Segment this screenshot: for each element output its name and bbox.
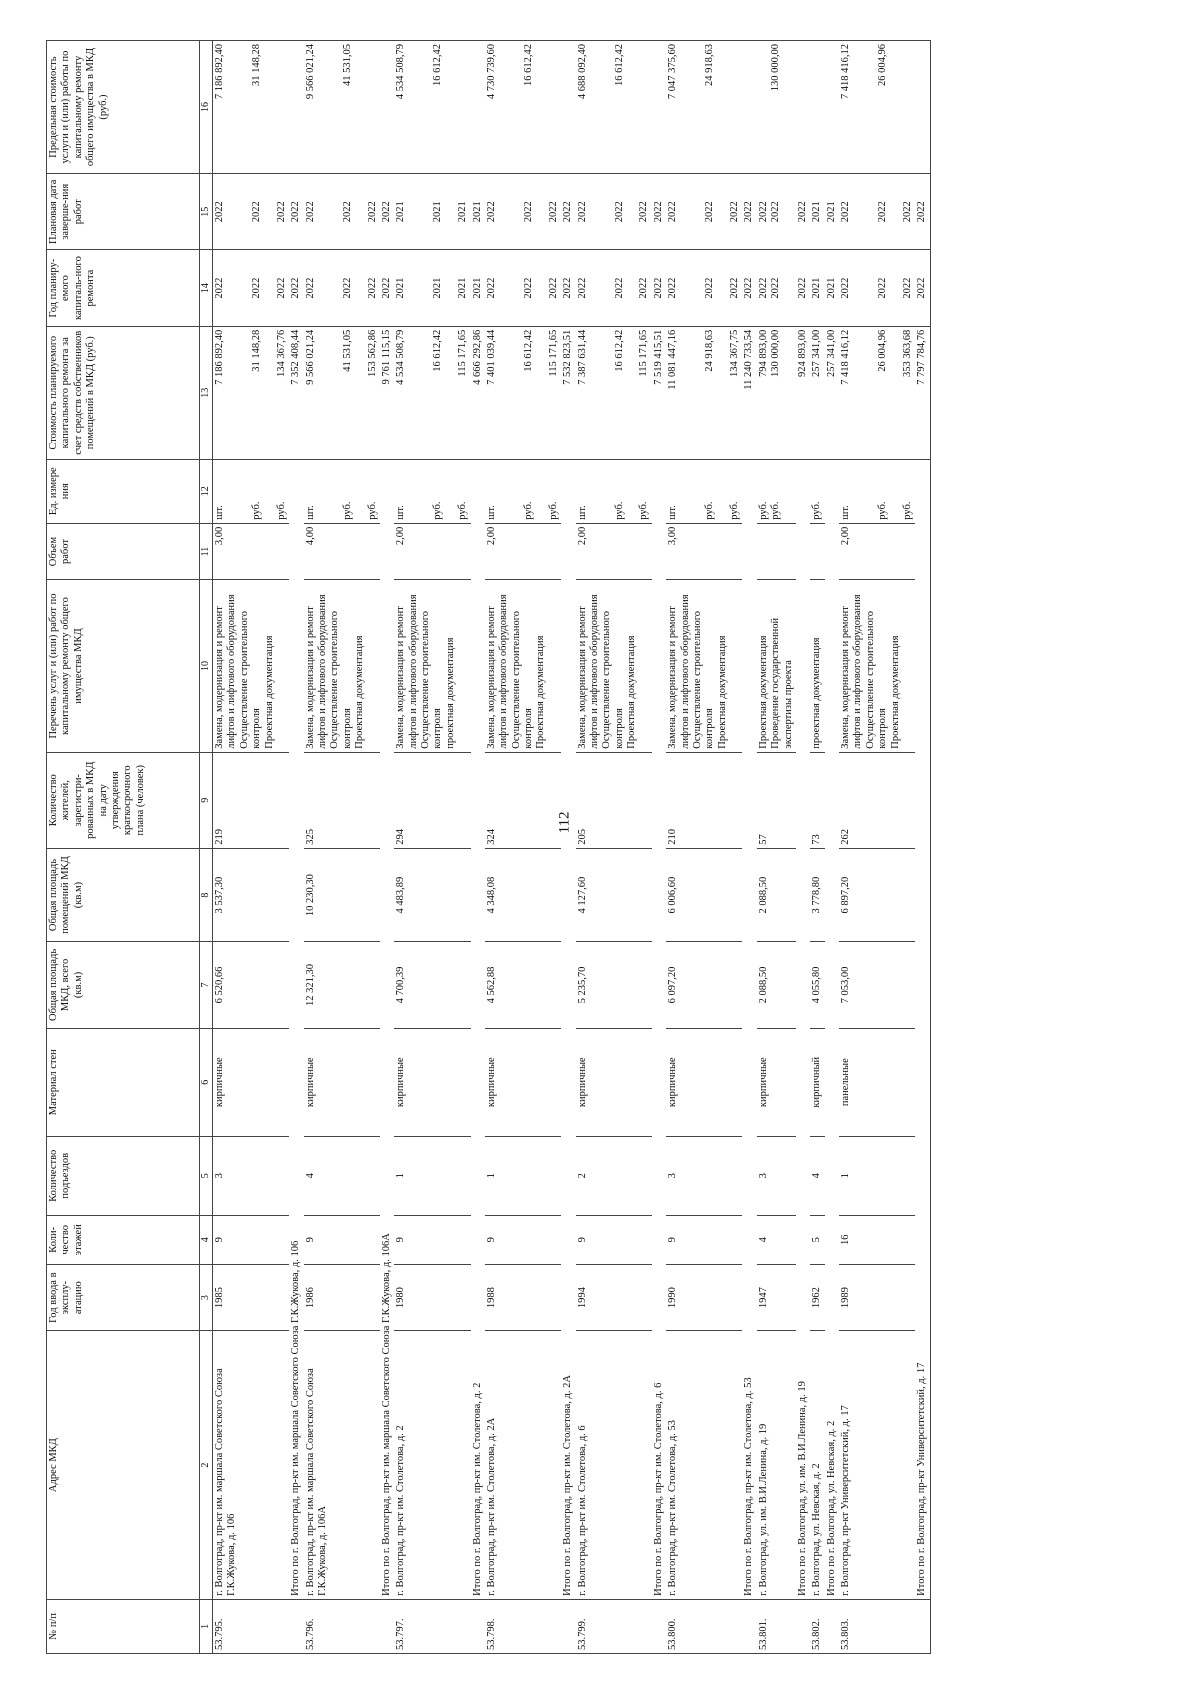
floors-cell: 9: [304, 1215, 380, 1264]
column-header: Предельная стоимость услуги и (или) работы по капитальному ремонту общего имущества в МКД (руб.): [47, 41, 200, 174]
total-year: 2022: [289, 250, 303, 326]
end-date-cell: 2022 2022 2022: [839, 174, 915, 250]
column-header: Материал стен: [47, 1028, 200, 1136]
column-number: 2: [200, 1331, 213, 1599]
total-cost: 7 519 415,51: [652, 326, 666, 459]
total-label: Итого по г. Волгоград, пр-кт им. Столетова, д. 2А: [561, 459, 575, 1599]
table-row: [666, 41, 742, 1654]
volume-cell: 2,00: [839, 523, 915, 580]
total-row: [796, 41, 810, 1654]
row-number: 53.798.: [485, 1599, 561, 1653]
material-cell: кирпичные: [666, 1028, 742, 1136]
area-premises-cell: 6 006,60: [666, 848, 742, 942]
total-row: [825, 41, 839, 1654]
table-row: [839, 41, 915, 1654]
total-limit: [742, 41, 756, 174]
area-premises-cell: 4 127,60: [576, 848, 652, 942]
total-row: [380, 41, 394, 1654]
unit-cell: шт. руб. руб.: [394, 459, 470, 523]
total-year: 2022: [561, 250, 575, 326]
total-limit: [289, 41, 303, 174]
total-row: [561, 41, 575, 1654]
area-total-cell: 4 700,39: [394, 942, 470, 1028]
residents-cell: 325: [304, 752, 380, 848]
column-header: Плановая дата заверше-ния работ: [47, 174, 200, 250]
year-cell: 1988: [485, 1264, 561, 1330]
residents-cell: 73: [810, 752, 824, 848]
area-total-cell: 4 055,80: [810, 942, 824, 1028]
table-row: [576, 41, 652, 1654]
total-limit: [796, 41, 810, 174]
plan-year-cell: 2022 2022 2022: [485, 250, 561, 326]
unit-cell: шт. руб. руб.: [213, 459, 290, 523]
unit-cell: шт. руб. руб.: [304, 459, 380, 523]
limit-cell: 130 000,00: [757, 41, 796, 174]
total-spacer: [825, 1599, 839, 1653]
entrances-cell: 3: [213, 1136, 290, 1215]
works-cell: Замена, модернизация и ремонт лифтов и лифтового оборудования Осуществление строительного контроля проектная документация: [394, 580, 470, 752]
total-spacer: [471, 1599, 485, 1653]
total-limit: [471, 41, 485, 174]
table-row: [213, 41, 290, 1654]
year-cell: 1986: [304, 1264, 380, 1330]
area-premises-cell: 3 537,30: [213, 848, 290, 942]
unit-cell: шт. руб. руб.: [666, 459, 742, 523]
volume-cell: 2,00: [394, 523, 470, 580]
column-number: 4: [200, 1215, 213, 1264]
area-total-cell: 2 088,50: [757, 942, 796, 1028]
total-row: [289, 41, 303, 1654]
column-number: 3: [200, 1264, 213, 1330]
limit-cell: 4 534 508,79 16 612,42: [394, 41, 470, 174]
entrances-cell: 3: [666, 1136, 742, 1215]
column-number: 14: [200, 250, 213, 326]
total-cost: 9 761 115,15: [380, 326, 394, 459]
total-limit: [915, 41, 930, 174]
total-end: 2022: [796, 174, 810, 250]
capital-repair-table: [46, 40, 931, 1654]
floors-cell: 9: [485, 1215, 561, 1264]
cost-cell: 4 534 508,79 16 612,42 115 171,65: [394, 326, 470, 459]
column-number: 10: [200, 580, 213, 752]
works-cell: Замена, модернизация и ремонт лифтов и лифтового оборудования Осуществление строительного контроля Проектная документация: [485, 580, 561, 752]
area-premises-cell: 4 483,89: [394, 848, 470, 942]
volume-cell: 4,00: [304, 523, 380, 580]
year-cell: 1994: [576, 1264, 652, 1330]
address-cell: г. Волгоград, ул. Невская, д. 2: [810, 1331, 824, 1599]
total-cost: 7 352 408,44: [289, 326, 303, 459]
area-premises-cell: 2 088,50: [757, 848, 796, 942]
total-cost: 11 240 733,54: [742, 326, 756, 459]
area-premises-cell: 10 230,30: [304, 848, 380, 942]
total-limit: [652, 41, 666, 174]
total-year: 2021: [471, 250, 485, 326]
total-spacer: [289, 1599, 303, 1653]
limit-cell: 7 186 892,40 31 148,28: [213, 41, 290, 174]
area-premises-cell: 3 778,80: [810, 848, 824, 942]
total-label: Итого по г. Волгоград, пр-кт Университетский, д. 17: [915, 459, 930, 1599]
unit-cell: шт. руб. руб.: [839, 459, 915, 523]
limit-cell: 9 566 021,24 41 531,05: [304, 41, 380, 174]
column-number: 1: [200, 1599, 213, 1653]
limit-cell: 4 688 092,40 16 612,42: [576, 41, 652, 174]
total-cost: 257 341,00: [825, 326, 839, 459]
total-year: 2022: [796, 250, 810, 326]
entrances-cell: 1: [839, 1136, 915, 1215]
year-cell: 1947: [757, 1264, 796, 1330]
column-number: 11: [200, 523, 213, 580]
end-date-cell: 2021 2021 2021: [394, 174, 470, 250]
total-spacer: [380, 1599, 394, 1653]
column-number: 15: [200, 174, 213, 250]
volume-cell: 3,00: [213, 523, 290, 580]
address-cell: г. Волгоград, пр-кт Университетский, д. 17: [839, 1331, 915, 1599]
total-spacer: [915, 1599, 930, 1653]
entrances-cell: 4: [304, 1136, 380, 1215]
total-label: Итого по г. Волгоград, пр-кт им. маршала Советского Союза Г.К.Жукова, д. 106: [289, 459, 303, 1599]
material-cell: панельные: [839, 1028, 915, 1136]
address-cell: г. Волгоград, пр-кт им. Столетова, д. 6: [576, 1331, 652, 1599]
total-limit: [561, 41, 575, 174]
limit-cell: 7 418 416,12 26 004,96: [839, 41, 915, 174]
year-cell: 1980: [394, 1264, 470, 1330]
column-header: Общая площадь помещений МКД (кв.м): [47, 848, 200, 942]
cost-cell: 257 341,00: [810, 326, 824, 459]
total-row: [742, 41, 756, 1654]
address-cell: г. Волгоград, пр-кт им. маршала Советского Союза Г.К.Жукова, д. 106: [213, 1331, 290, 1599]
works-cell: Замена, модернизация и ремонт лифтов и лифтового оборудования Осуществление строительного контроля Проектная документация: [839, 580, 915, 752]
works-cell: Замена, модернизация и ремонт лифтов и лифтового оборудования Осуществление строительного контроля Проектная документация: [576, 580, 652, 752]
floors-cell: 5: [810, 1215, 824, 1264]
row-number: 53.800.: [666, 1599, 742, 1653]
total-end: 2022: [915, 174, 930, 250]
residents-cell: 57: [757, 752, 796, 848]
plan-year-cell: 2022 2022 2022: [666, 250, 742, 326]
total-end: 2022: [380, 174, 394, 250]
page-number: 112: [556, 811, 573, 834]
residents-cell: 205: [576, 752, 652, 848]
total-limit: [380, 41, 394, 174]
table-header: [47, 41, 213, 1654]
limit-cell: 4 730 739,60 16 612,42: [485, 41, 561, 174]
works-cell: Замена, модернизация и ремонт лифтов и лифтового оборудования Осуществление строительного контроля Проектная документация: [213, 580, 290, 752]
works-cell: Замена, модернизация и ремонт лифтов и лифтового оборудования Осуществление строительного контроля Проектная документация: [304, 580, 380, 752]
unit-cell: шт. руб. руб.: [485, 459, 561, 523]
unit-cell: руб. руб.: [757, 459, 796, 523]
year-cell: 1990: [666, 1264, 742, 1330]
total-year: 2022: [380, 250, 394, 326]
cost-cell: 7 186 892,40 31 148,28 134 367,76: [213, 326, 290, 459]
plan-year-cell: 2022 2022 2022: [304, 250, 380, 326]
area-total-cell: 7 053,00: [839, 942, 915, 1028]
column-number: 5: [200, 1136, 213, 1215]
total-row: [471, 41, 485, 1654]
area-premises-cell: 6 897,20: [839, 848, 915, 942]
total-end: 2021: [471, 174, 485, 250]
area-total-cell: 5 235,70: [576, 942, 652, 1028]
cost-cell: 7 418 416,12 26 004,96 353 363,68: [839, 326, 915, 459]
total-label: Итого по г. Волгоград, пр-кт им. Столетова, д. 6: [652, 459, 666, 1599]
year-cell: 1989: [839, 1264, 915, 1330]
column-header: Год планиру-емого капиталь-ного ремонта: [47, 250, 200, 326]
column-header: Перечень услуг и (или) работ по капитальному ремонту общего имущества МКД: [47, 580, 200, 752]
area-total-cell: 4 562,88: [485, 942, 561, 1028]
year-cell: 1985: [213, 1264, 290, 1330]
volume-cell: 2,00: [576, 523, 652, 580]
unit-cell: шт. руб. руб.: [576, 459, 652, 523]
end-date-cell: 2022 2022 2022: [666, 174, 742, 250]
column-header: Стоимость планируемого капитального ремонта за счет средств собственников помещений в МКД (руб.): [47, 326, 200, 459]
entrances-cell: 2: [576, 1136, 652, 1215]
row-number: 53.797.: [394, 1599, 470, 1653]
row-number: 53.799.: [576, 1599, 652, 1653]
end-date-cell: 2021: [810, 174, 824, 250]
end-date-cell: 2022 2022 2022: [213, 174, 290, 250]
cost-cell: 794 893,00 130 000,00: [757, 326, 796, 459]
end-date-cell: 2022 2022 2022: [485, 174, 561, 250]
column-header: Коли-чество этажей: [47, 1215, 200, 1264]
total-label: Итого по г. Волгоград, пр-кт им. Столетова, д. 53: [742, 459, 756, 1599]
total-spacer: [561, 1599, 575, 1653]
material-cell: кирпичные: [304, 1028, 380, 1136]
total-end: 2022: [289, 174, 303, 250]
area-total-cell: 6 520,66: [213, 942, 290, 1028]
total-spacer: [742, 1599, 756, 1653]
row-number: 53.802.: [810, 1599, 824, 1653]
plan-year-cell: 2022 2022: [757, 250, 796, 326]
column-number: 7: [200, 942, 213, 1028]
total-label: Итого по г. Волгоград, ул. Невская, д. 2: [825, 459, 839, 1599]
table-row: [810, 41, 824, 1654]
column-header: Адрес МКД: [47, 1331, 200, 1599]
end-date-cell: 2022 2022 2022: [304, 174, 380, 250]
residents-cell: 210: [666, 752, 742, 848]
works-cell: проектная документация: [810, 580, 824, 752]
entrances-cell: 1: [485, 1136, 561, 1215]
table-body: [213, 41, 931, 1654]
total-row: [652, 41, 666, 1654]
plan-year-cell: 2022 2022 2022: [839, 250, 915, 326]
works-cell: Проектная документация Проведение государственной экспертизы проекта: [757, 580, 796, 752]
plan-year-cell: 2021: [810, 250, 824, 326]
table-row: [757, 41, 796, 1654]
material-cell: кирпичные: [576, 1028, 652, 1136]
material-cell: кирпичный: [810, 1028, 824, 1136]
entrances-cell: 1: [394, 1136, 470, 1215]
works-cell: Замена, модернизация и ремонт лифтов и лифтового оборудования Осуществление строительного контроля Проектная документация: [666, 580, 742, 752]
total-label: Итого по г. Волгоград, ул. им. В.И.Ленина, д. 19: [796, 459, 810, 1599]
cost-cell: 9 566 021,24 41 531,05 153 562,86: [304, 326, 380, 459]
plan-year-cell: 2022 2022 2022: [213, 250, 290, 326]
floors-cell: 9: [213, 1215, 290, 1264]
address-cell: г. Волгоград, пр-кт им. Столетова, д. 53: [666, 1331, 742, 1599]
end-date-cell: 2022 2022: [757, 174, 796, 250]
material-cell: кирпичные: [757, 1028, 796, 1136]
total-cost: 7 532 823,51: [561, 326, 575, 459]
material-cell: кирпичные: [394, 1028, 470, 1136]
row-number: 53.796.: [304, 1599, 380, 1653]
floors-cell: 9: [666, 1215, 742, 1264]
floors-cell: 4: [757, 1215, 796, 1264]
total-label: Итого по г. Волгоград, пр-кт им. маршала Советского Союза Г.К.Жукова, д. 106А: [380, 459, 394, 1599]
residents-cell: 262: [839, 752, 915, 848]
column-number: 16: [200, 41, 213, 174]
total-end: 2022: [652, 174, 666, 250]
total-row: [915, 41, 930, 1654]
end-date-cell: 2022 2022 2022: [576, 174, 652, 250]
area-total-cell: 6 097,20: [666, 942, 742, 1028]
total-year: 2022: [742, 250, 756, 326]
volume-cell: 3,00: [666, 523, 742, 580]
total-cost: 7 797 784,76: [915, 326, 930, 459]
total-year: 2022: [915, 250, 930, 326]
area-total-cell: 12 321,30: [304, 942, 380, 1028]
plan-year-cell: 2022 2022 2022: [576, 250, 652, 326]
entrances-cell: 4: [810, 1136, 824, 1215]
entrances-cell: 3: [757, 1136, 796, 1215]
address-cell: г. Волгоград, пр-кт им. Столетова, д. 2А: [485, 1331, 561, 1599]
column-header: № п/п: [47, 1599, 200, 1653]
column-number: 13: [200, 326, 213, 459]
column-number: 6: [200, 1028, 213, 1136]
limit-cell: 7 047 375,60 24 918,63: [666, 41, 742, 174]
year-cell: 1962: [810, 1264, 824, 1330]
table-row: [304, 41, 380, 1654]
total-cost: 924 893,00: [796, 326, 810, 459]
area-premises-cell: 4 348,08: [485, 848, 561, 942]
address-cell: г. Волгоград, пр-кт им. маршала Советского Союза Г.К.Жукова, д. 106А: [304, 1331, 380, 1599]
cost-cell: 7 387 631,44 16 612,42 115 171,65: [576, 326, 652, 459]
total-spacer: [796, 1599, 810, 1653]
column-number: 8: [200, 848, 213, 942]
column-header: Количество жителей, зарегистри-рованных в МКД на дату утверждения краткосрочного плана (человек): [47, 752, 200, 848]
residents-cell: 294: [394, 752, 470, 848]
volume-cell: 2,00: [485, 523, 561, 580]
column-number: 9: [200, 752, 213, 848]
floors-cell: 16: [839, 1215, 915, 1264]
floors-cell: 9: [576, 1215, 652, 1264]
unit-cell: руб.: [810, 459, 824, 523]
column-number: 12: [200, 459, 213, 523]
total-limit: [825, 41, 839, 174]
volume-cell: [757, 523, 796, 580]
column-header: Год ввода в эксплу-атацию: [47, 1264, 200, 1330]
material-cell: кирпичные: [213, 1028, 290, 1136]
total-end: 2021: [825, 174, 839, 250]
cost-cell: 11 081 447,16 24 918,63 134 367,75: [666, 326, 742, 459]
total-year: 2021: [825, 250, 839, 326]
address-cell: г. Волгоград, пр-кт им. Столетова, д. 2: [394, 1331, 470, 1599]
cost-cell: 7 401 039,44 16 612,42 115 171,65: [485, 326, 561, 459]
column-header: Общая площадь МКД, всего (кв.м): [47, 942, 200, 1028]
residents-cell: 219: [213, 752, 290, 848]
table-row: [485, 41, 561, 1654]
limit-cell: [810, 41, 824, 174]
plan-year-cell: 2021 2021 2021: [394, 250, 470, 326]
residents-cell: 324: [485, 752, 561, 848]
row-number: 53.795.: [213, 1599, 290, 1653]
row-number: 53.803.: [839, 1599, 915, 1653]
total-end: 2022: [742, 174, 756, 250]
column-header: Объем работ: [47, 523, 200, 580]
floors-cell: 9: [394, 1215, 470, 1264]
material-cell: кирпичные: [485, 1028, 561, 1136]
row-number: 53.801.: [757, 1599, 796, 1653]
volume-cell: [810, 523, 824, 580]
rotated-table-container: [46, 40, 1180, 1654]
total-cost: 4 666 292,86: [471, 326, 485, 459]
table-row: [394, 41, 470, 1654]
total-year: 2022: [652, 250, 666, 326]
total-label: Итого по г. Волгоград, пр-кт им. Столетова, д. 2: [471, 459, 485, 1599]
column-header: Ед. измере ния: [47, 459, 200, 523]
column-header: Количество подъездов: [47, 1136, 200, 1215]
total-spacer: [652, 1599, 666, 1653]
total-end: 2022: [561, 174, 575, 250]
address-cell: г. Волгоград, ул. им. В.И.Ленина, д. 19: [757, 1331, 796, 1599]
